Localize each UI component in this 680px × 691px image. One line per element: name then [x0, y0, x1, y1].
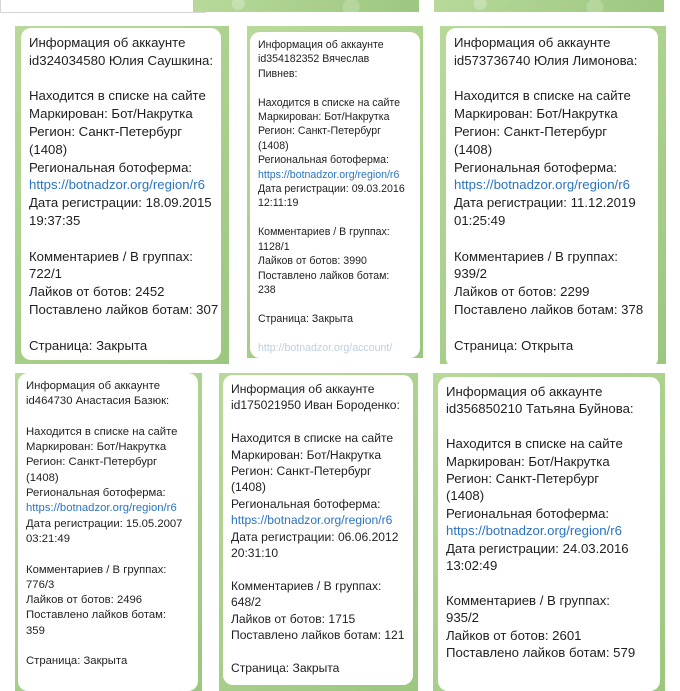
message-line: id573736740 Юлия Лимонова: — [454, 52, 638, 68]
blank-line — [26, 547, 190, 562]
registration-date: Дата регистрации: 24.03.2016 — [446, 540, 629, 556]
message-screenshot-3 — [440, 26, 666, 364]
message-line: Информация об аккаунте — [231, 382, 375, 396]
page-status: Страница: Закрыта — [258, 312, 353, 325]
message-line: Комментариев / В группах: — [454, 248, 618, 264]
message-line: Информация об аккаунте — [26, 380, 160, 392]
region-link[interactable]: https://botnadzor.org/region/r6 — [454, 177, 630, 193]
message-line: 935/2 — [446, 610, 480, 626]
message-line: 19:37:35 — [29, 212, 81, 228]
message-line: Комментариев / В группах: — [29, 248, 193, 264]
registration-date: Дата регистрации: 15.05.2007 — [26, 517, 183, 530]
message-line: (1408) — [26, 471, 59, 484]
message-line: Маркирован: Бот/Накрутка — [29, 106, 193, 122]
message-line: Региональная ботоферма: — [446, 505, 610, 521]
message-line: Маркирован: Бот/Накрутка — [231, 447, 382, 462]
message-line: id324034580 Юлия Саушкина: — [29, 52, 213, 68]
message-line: Лайков от ботов: 3990 — [258, 255, 367, 268]
blank-line — [454, 70, 650, 88]
message-line: Информация об аккаунте — [454, 35, 611, 50]
message-line: Находится в списке на сайте — [26, 425, 178, 438]
message-line: Лайков от ботов: 2601 — [446, 627, 582, 643]
blank-line — [258, 81, 412, 95]
message-line: Находится в списке на сайте — [454, 88, 631, 104]
blank-line — [258, 297, 412, 311]
message-bubble — [250, 32, 420, 358]
message-line: 12:11:19 — [258, 197, 299, 210]
message-line: id175021950 Иван Бороденко: — [231, 398, 400, 413]
message-line: (1408) — [258, 139, 289, 152]
message-line: (1408) — [29, 141, 68, 157]
message-line: id464730 Анастасия Базюк: — [26, 395, 170, 408]
page-status: Страница: Закрыта — [231, 660, 340, 675]
region-link[interactable]: https://botnadzor.org/region/r6 — [446, 523, 622, 539]
region-link[interactable]: https://botnadzor.org/region/r6 — [26, 502, 177, 515]
message-line: Находится в списке на сайте — [446, 436, 623, 452]
message-line: Поставлено лайков ботам: 579 — [446, 645, 636, 661]
message-screenshot-2 — [247, 26, 423, 358]
message-line: Информация об аккаунте — [29, 35, 186, 50]
message-line: Маркирован: Бот/Накрутка — [446, 453, 610, 469]
message-line: Регион: Санкт-Петербург — [258, 125, 381, 138]
message-line: Поставлено лайков ботам: — [258, 269, 390, 282]
blank-line — [29, 230, 213, 248]
message-line: Комментариев / В группах: — [446, 592, 610, 608]
message-bubble — [223, 375, 413, 685]
message-line: Находится в списке на сайте — [29, 88, 206, 104]
message-line: Маркирован: Бот/Накрутка — [454, 106, 618, 122]
message-bubble — [438, 377, 660, 691]
message-line: id356850210 Татьяна Буйнова: — [446, 401, 634, 417]
message-line: 1128/1 — [258, 240, 290, 253]
message-line: Регион: Санкт-Петербург — [26, 456, 158, 469]
blank-line — [258, 326, 412, 340]
message-line: Информация об аккаунте — [258, 39, 384, 51]
blank-line — [26, 410, 190, 425]
message-line: Находится в списке на сайте — [231, 431, 394, 446]
message-line: 01:25:49 — [454, 212, 506, 228]
blank-line — [231, 644, 405, 660]
message-line: 03:21:49 — [26, 532, 70, 545]
message-line: Маркирован: Бот/Накрутка — [258, 111, 390, 124]
message-line: Поставлено лайков ботам: 121 — [231, 628, 405, 643]
region-link[interactable]: https://botnadzor.org/region/r6 — [258, 168, 400, 181]
message-line: 722/1 — [29, 266, 63, 282]
blank-line — [29, 319, 213, 337]
message-line: Лайков от ботов: 2452 — [29, 284, 165, 300]
registration-date: Дата регистрации: 11.12.2019 — [454, 195, 636, 211]
message-bubble — [446, 28, 658, 364]
message-line: Региональная ботоферма: — [26, 487, 166, 500]
message-bubble — [18, 373, 198, 691]
blank-line — [454, 230, 650, 248]
blank-line — [231, 414, 405, 430]
message-line: Региональная ботоферма: — [454, 159, 618, 175]
message-line: Поставлено лайков ботам: — [26, 609, 167, 622]
message-line: Маркирован: Бот/Накрутка — [26, 441, 167, 454]
message-line: Региональная ботоферма: — [29, 159, 193, 175]
message-line: Комментариев / В группах: — [258, 226, 390, 239]
message-line: Поставлено лайков ботам: 378 — [454, 301, 644, 317]
message-screenshot-6 — [433, 373, 665, 691]
registration-date: Дата регистрации: 06.06.2012 — [231, 529, 399, 544]
registration-date: Дата регистрации: 18.09.2015 — [29, 195, 212, 211]
blank-line — [29, 70, 213, 88]
message-line: 359 — [26, 624, 45, 637]
account-link[interactable]: http://botnadzor.org/account/ — [258, 341, 393, 354]
top-partial-screenshot-2 — [193, 0, 419, 12]
message-screenshot-4 — [15, 373, 202, 691]
message-screenshot-5 — [219, 373, 418, 691]
page-status: Страница: Закрыта — [26, 655, 128, 668]
message-line: 20:31:10 — [231, 546, 279, 561]
message-screenshot-1 — [15, 26, 229, 364]
message-line: 776/3 — [26, 578, 55, 591]
message-line: Поставлено лайков ботам: 307 — [29, 301, 219, 317]
blank-line — [446, 574, 652, 591]
message-line: Находится в списке на сайте — [258, 96, 401, 109]
region-link[interactable]: https://botnadzor.org/region/r6 — [29, 177, 205, 193]
blank-line — [231, 561, 405, 577]
message-line: Лайков от ботов: 2496 — [26, 594, 143, 607]
message-line: Лайков от ботов: 2299 — [454, 284, 590, 300]
message-line: (1408) — [231, 480, 266, 495]
message-line: Регион: Санкт-Петербург — [454, 123, 608, 139]
message-line: Регион: Санкт-Петербург — [29, 123, 183, 139]
message-line: Пивнев: — [258, 67, 298, 80]
message-line: (1408) — [454, 141, 493, 157]
message-line: 939/2 — [454, 266, 488, 282]
blank-line — [26, 639, 190, 654]
message-line: 13:02:49 — [446, 558, 498, 574]
message-line: Регион: Санкт-Петербург — [231, 464, 372, 479]
top-partial-screenshot-1 — [0, 0, 206, 13]
message-line: id354182352 Вячеслав — [258, 53, 370, 66]
message-line: (1408) — [446, 488, 485, 504]
message-line: Комментариев / В группах: — [26, 563, 167, 576]
message-line: Региональная ботоферма: — [231, 496, 381, 511]
blank-line — [454, 319, 650, 337]
message-line: 648/2 — [231, 595, 262, 610]
message-line: Лайков от ботов: 1715 — [231, 611, 356, 626]
page-status: Страница: Закрыта — [29, 337, 148, 353]
message-line: Информация об аккаунте — [446, 384, 603, 399]
region-link[interactable]: https://botnadzor.org/region/r6 — [231, 513, 393, 528]
blank-line — [446, 418, 652, 435]
message-line: 238 — [258, 283, 276, 296]
blank-line — [258, 211, 412, 225]
top-partial-screenshot-3 — [434, 0, 664, 12]
message-line: Комментариев / В группах: — [231, 578, 382, 593]
page-status: Страница: Открыта — [454, 337, 574, 353]
registration-date: Дата регистрации: 09.03.2016 — [258, 183, 405, 196]
message-line: Региональная ботоферма: — [258, 154, 389, 167]
message-line: Регион: Санкт-Петербург — [446, 471, 600, 487]
message-bubble — [21, 28, 221, 360]
